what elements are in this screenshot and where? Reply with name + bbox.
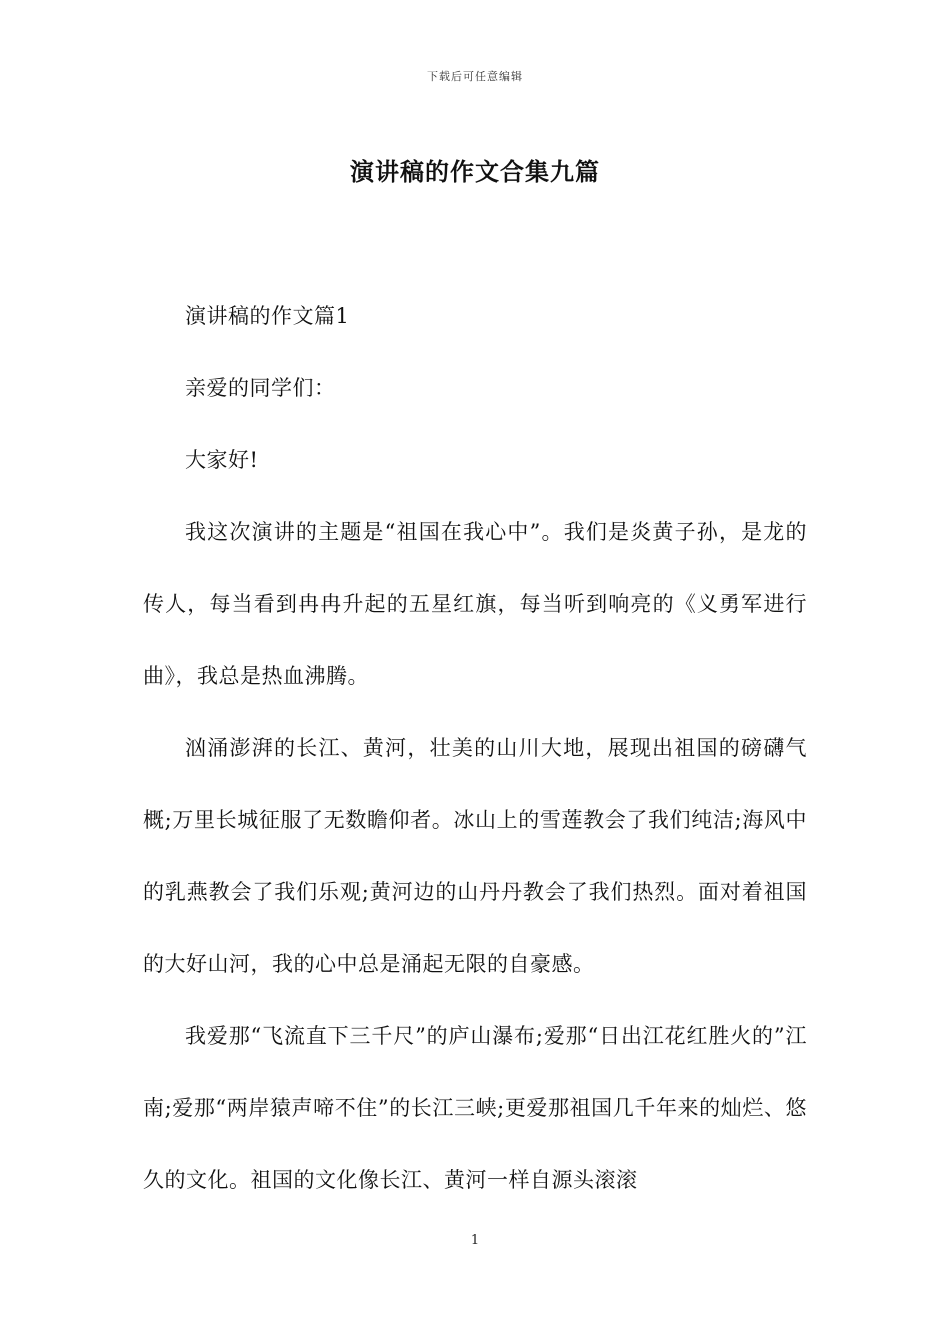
document-body <box>143 280 807 1216</box>
page-number: 1 <box>470 1233 480 1248</box>
paragraph: 我这次演讲的主题是“祖国在我心中”。我们是炎黄子孙，是龙的传人，每当看到冉冉升起的五星红旗，每当听到响亮的《义勇军进行曲》，我总是热血沸腾。 <box>143 520 807 688</box>
document-title: 演讲稿的作文合集九篇 <box>350 157 600 186</box>
paragraph: 汹涌澎湃的长江、黄河，壮美的山川大地，展现出祖国的磅礴气概;万里长城征服了无数瞻仰者。冰山上的雪莲教会了我们纯洁;海风中的乳燕教会了我们乐观;黄河边的山丹丹教会了我们热烈。面对着祖国的大好山河，我的心中总是涌起无限的自豪感。 <box>143 736 807 976</box>
greeting: 大家好! <box>185 448 259 472</box>
section-heading: 演讲稿的作文篇1 <box>185 304 350 328</box>
paragraph: 我爱那“飞流直下三千尺”的庐山瀑布;爱那“日出江花红胜火的”江南;爱那“两岸猿声啼不住”的长江三峡;更爱那祖国几千年来的灿烂、悠久的文化。祖国的文化像长江、黄河一样自源头滚滚 <box>143 1024 807 1192</box>
salutation: 亲爱的同学们： <box>185 376 336 400</box>
header-note: 下载后可任意编辑 <box>427 70 523 83</box>
